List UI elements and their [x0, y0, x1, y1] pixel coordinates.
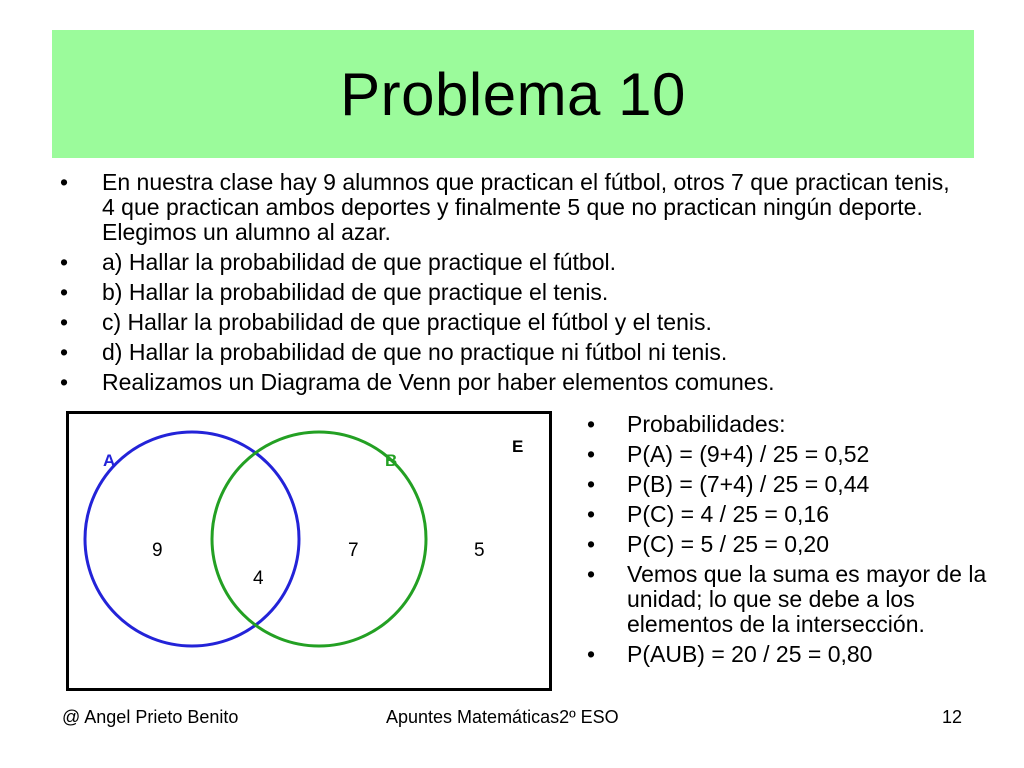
- statement-item: • c) Hallar la probabilidad de que practique el fútbol y el tenis.: [60, 310, 960, 335]
- set-a-label: A: [103, 451, 116, 470]
- footer: [0, 707, 1024, 731]
- set-a-circle: [85, 432, 299, 646]
- statement-item: • En nuestra clase hay 9 alumnos que practican el fútbol, otros 7 que practican tenis, 4 que practican ambos deportes y finalmente 5 que no practican ningún deporte. Elegimos un alumno al azar.: [60, 170, 960, 245]
- probability-item: • P(C) = 4 / 25 = 0,16: [587, 502, 987, 527]
- statement-item: • b) Hallar la probabilidad de que practique el tenis.: [60, 280, 960, 305]
- footer-author: @ Angel Prieto Benito: [62, 707, 239, 727]
- probability-item: • P(B) = (7+4) / 25 = 0,44: [587, 472, 987, 497]
- footer-course: Apuntes Matemáticas2º ESO: [386, 707, 619, 727]
- statement-item: • d) Hallar la probabilidad de que no practique ni fútbol ni tenis.: [60, 340, 960, 365]
- probabilities-list: [587, 412, 987, 672]
- venn-diagram: [66, 411, 552, 691]
- probability-item: • Probabilidades:: [587, 412, 987, 437]
- universe-label: E: [512, 437, 524, 456]
- footer-page-number: 12: [942, 707, 963, 727]
- statement-item: • Realizamos un Diagrama de Venn por haber elementos comunes.: [60, 370, 960, 395]
- probability-item: • P(C) = 5 / 25 = 0,20: [587, 532, 987, 557]
- only-a-count: 9: [152, 540, 163, 561]
- probability-item: • P(AUB) = 20 / 25 = 0,80: [587, 642, 987, 667]
- title-banner: [52, 30, 974, 158]
- venn-svg: [69, 414, 549, 688]
- probability-item: • Vemos que la suma es mayor de la unidad; lo que se debe a los elementos de la intersección.: [587, 562, 987, 637]
- intersection-count: 4: [253, 568, 264, 589]
- statement-item: • a) Hallar la probabilidad de que practique el fútbol.: [60, 250, 960, 275]
- problem-statement-list: [60, 170, 960, 400]
- outside-count: 5: [474, 540, 485, 561]
- only-b-count: 7: [348, 540, 359, 561]
- slide-title: Problema 10: [340, 60, 686, 128]
- probability-item: • P(A) = (9+4) / 25 = 0,52: [587, 442, 987, 467]
- set-b-label: B: [385, 451, 398, 470]
